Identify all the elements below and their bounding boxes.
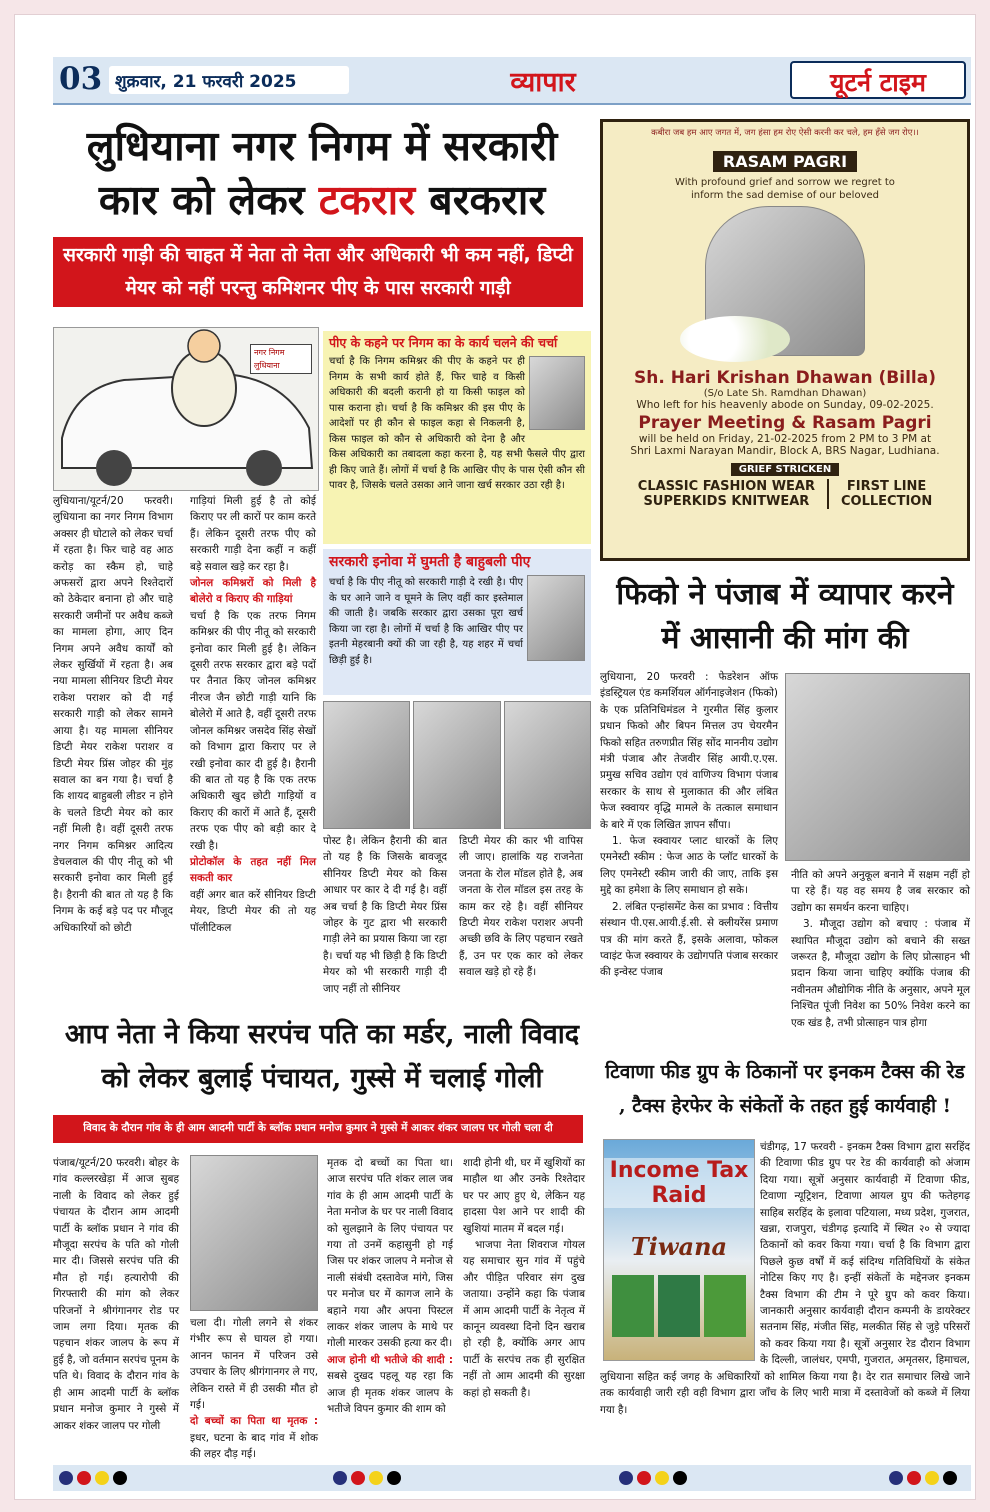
newspaper-page [14,14,976,1500]
fico-meeting-photo [785,673,970,861]
meeting-time: will be held on Friday, 21-02-2025 from 2 PM to 3 PM at [638,433,932,445]
cartoon-tag: नगर निगम लुधियाना [250,344,312,374]
obituary-ad [600,119,970,561]
ad-title: RASAM PAGRI [713,151,857,172]
paper-logo: यूटर्न टाइम [790,61,966,99]
neetu-photo [527,575,585,661]
flower-decoration [680,316,790,362]
section-name: व्यापार [510,67,576,98]
raid-label-1: Income Tax [604,1158,754,1183]
portrait-area [660,206,910,366]
story3-column-2: चला दी। गोली लगने से शंकर गंभीर रूप से घायल हो गया। आनन फानन में परिजन उसे उपचार के लिए श्रीगंगानगर ले गए, लेकिन रास्ते में ही उसकी मौत हो गई। दो बच्चों का पिता था मृतक : इधर, घटना के बाद गांव में शोक की लहर दौड़ गई। [190,1317,318,1461]
box1-title: पीए के कहने पर निगम का के कार्य चलने की चर्चा [329,335,558,350]
issue-date: शुक्रवार, 21 फरवरी 2025 [109,66,349,94]
story1-column-1: लुधियाना/यूटर्न/20 फरवरी। लुधियाना का नगर निगम विभाग अक्सर ही घोटाले को लेकर चर्चा में रहता है। फिर चाहे वह आठ करोड़ का स्कैम हो, चाहे अफसरों द्वारा अपने रिश्तेदारों को ठेकेदार बनाना हो और चाहे सरकारी जमीनों पर अवैध कब्जे का मामला होगा, आए दिन निगम अपने अवैध कार्यों को लेकर सुर्खियों में रहता है। अब नया मामला सीनियर डिप्टी मेयर राकेश पराशर को दी गई सरकारी गाड़ी को लेकर सामने आया है। यह मामला सीनियर डिप्टी मेयर राकेश पराशर व डिप्टी मेयर प्रिंस जोहर की मुंह सवाल का बन गया है। चर्चा है कि शायद बाहुबली लीडर न होने के चलते डिप्टी मेयर को कार नहीं मिली है। वहीं दूसरी तरफ नगर निगम कमिश्नर आदित्य डेचलवाल की पीए नीतू को भी सरकारी इनोवा कार मिली हुई है। हैरानी की बात तो यह है कि निगम के कई बड़े पद पर मौजूद अधिकारियों को छोटी [53,495,173,934]
registration-dots-1 [59,1471,127,1485]
raid-label-2: Raid [604,1183,754,1208]
person-photo-2 [413,701,500,829]
story2-column-1: लुधियाना, 20 फरवरी : फेडरेशन ऑफ इंडस्ट्रियल एंड कमर्शियल ऑर्गनाइजेशन (फिको) के एक प्रतिनिधिमंडल ने गुरमीत सिंह कुलार प्रधान फिको और बिपन मित्तल उप चेयरमैन फिको सहित तरुणप्रीत सिंह सोंद माननीय उद्योग मंत्री पंजाब और तेजवीर सिंह आयी.ए.एस. प्रमुख सचिव उद्योग एवं वाणिज्य विभाग पंजाब सरकार के साथ से मुलाकात की और लंबित फेज स्क्वायर वृद्धि मामले के तत्काल समाधान के बारे में एक लिखित ज्ञापन सौंपा। 1. फेज स्क्वायर प्लाट धारकों के लिए एमनेस्टी स्कीम : फेज आठ के प्लॉट धारकों के लिए एमनेस्टी स्कीम जारी की जाए, ताकि इस मुद्दे का हमेशा के लिए समाधान हो सके। 2. लंबित एन्हांसमेंट केस का प्रभाव : वित्तीय संस्थान पी.एस.आयी.ई.सी. से क्लीयरेंस प्रमाण पत्र की मांग करते हैं, इसके अलावा, फोकल प्वाइंट फेज स्क्वायर के उद्योगपति पंजाब सरकार की इन्वेस्ट पंजाब [600,671,778,979]
sidebar-box-pa: पीए के कहने पर निगम का के कार्य चलने की चर्चा चर्चा है कि निगम कमिश्नर की पीए के कहने पर ही निगम के सभी कार्य होते हैं, फिर चाहे व किसी अधिकारी की बदली करानी हो या किसी फाइल को पास कराना हो। चर्चा है कि कमिश्नर की इस पीए के आदेशों पर ही कौन से फाइल कहा से निकलनी है, किस फाइल को कौन से अधिकारी को देना है और किस अधिकारी का तबादला कहा करना है, यह सभी फैसले पीए द्वारा ही किए जाते हैं। लोगों में चर्चा है कि आखिर पीए के पास ऐसी कौन सी पावर है, जिसके चलते उसका आने जाना खर्च सरकार उठा रही है। [323,331,591,544]
person-photo-3 [504,701,591,829]
demise-date: Who left for his heavenly abode on Sunday, 09-02-2025. [636,399,934,411]
accused-photo [190,1155,318,1311]
story3-strap: विवाद के दौरान गांव के ही आम आदमी पार्टी के ब्लॉक प्रधान मनोज कुमार ने गुस्से में आकर शंकर जालप पर गोली चला दी [53,1115,583,1143]
subheading-zonal: जोनल कमिश्नरों को मिली है बोलेरो व किराए की गाड़ियां [190,577,316,606]
story1-strap: सरकारी गाड़ी की चाहत में नेता तो नेता और अधिकारी भी कम नहीं, डिप्टी मेयर को नहीं परन्तु कमिशनर पीए के पास सरकारी गाड़ी [53,237,583,307]
grief-label: GRIEF STRICKEN [731,463,840,476]
story3-headline: आप नेता ने किया सरपंच पति का मर्डर, नाली विवाद को लेकर बुलाई पंचायत, गुस्से में चलाई गोली [64,1019,580,1094]
pa-photo [529,356,585,430]
story1-headline: लुधियाना नगर निगम में सरकारी कार को लेकर टकरार बरकरार [86,122,558,224]
story2-column-2: नीति को अपने अनुकूल बनाने में सक्षम नहीं हो पा रहे हैं। यह वह समय है जब सरकार को उद्योग का समर्थन करना चाहिए। 3. मौजूदा उद्योग को बचाए : पंजाब में स्थापित मौजूदा उद्योग को बचाने की सख्त जरूरत है, मौजूदा उद्योग के लिए प्रोत्साहन भी प्रदान किया जाना चाहिए क्योंकि पंजाब की नवीनतम औद्योगिक नीति के अनुसार, अपने मूल निश्चित पूंजी निवेश का 50% निवेश करने का एक खंड है, तभी प्रोत्साहन पात्र होगा [791,869,970,1029]
story3-column-1: पंजाब/यूटर्न/20 फरवरी। बोहर के गांव कल्लरखेड़ा में आज सुबह नाली के विवाद को लेकर हुई पंचायत के दौरान आम आदमी पार्टी के ब्लॉक प्रधान ने गांव की मौजूदा सरपंच के पति को गोली मार दी। जिससे सरपंच पति की मौत हो गई। हत्यारोपी की गिरफ्तारी की मांग को लेकर परिजनों ने श्रीगंगानगर रोड पर जाम लगा दिया। मृतक की पहचान शंकर जालप के रूप में हुई है, जो वर्तमान सरपंच पूनम के पति थे। विवाद के दौरान गांव के ही आम आदमी पार्टी के ब्लॉक प्रधान मनोज कुमार ने गुस्से में आकर शंकर जालप पर गोली [53,1157,179,1432]
box2-title: सरकारी इनोवा में घुमती है बाहुबली पीए [329,554,531,570]
meeting-venue: Shri Laxmi Narayan Mandir, Block A, BRS Nagar, Ludhiana. [630,445,940,457]
story4-headline: टिवाणा फीड ग्रुप के ठिकानों पर इनकम टैक्स की रेड , टैक्स हेरफेर के संकेतों के तहत हुई कार्यवाही ! [605,1061,965,1117]
story3-column-4: शादी होनी थी, घर में खुशियों का माहौल था और उनके रिश्तेदार घर पर आए हुए थे, लेकिन यह हादसा पेश आने पर शादी की खुशियां मातम में बदल गई। भाजपा नेता शिवराज गोयल यह समाचार सुन गांव में पहुंचे और पीड़ित परिवार संग दुख जताया। उन्होंने कहा कि पंजाब में आम आदमी पार्टी के नेतृत्व में कानून व्यवस्था दिनो दिन खराब हो रही है, क्योंकि अगर आप पार्टी के सरपंच तक ही सुरक्षित नहीं तो आम आदमी की सुरक्षा कहां हो सकती है। [463,1157,585,1399]
story2-headline: फिको ने पंजाब में व्यापार करने में आसानी की मांग की [616,577,954,656]
ad-intro: With profound grief and sorrow we regret to inform the sad demise of our beloved [675,177,895,201]
masthead [53,57,971,105]
subheading-father: दो बच्चों का पिता था मृतक : [190,1415,318,1428]
ad-quote: कबीरा जब हम आए जगत में, जग हंसा हम रोए ऐसी करनी कर चले, हम हँसे जग रोए।। [651,128,919,138]
registration-dots-4 [889,1471,957,1485]
story3-column-3: मृतक दो बच्चों का पिता था। आज सरपंच पति शंकर लाल जब गांव के ही आम आदमी पार्टी के नेता मनोज के घर पर नाली विवाद को सुलझाने के लिए पंचायत पर गया तो उनमें कहासुनी हो गई जिस पर शंकर जालप ने मनोज से नाली संबंधी दस्तावेज मांगे, जिस पर मनोज घर में कागज लाने के बहाने गया और अपना पिस्टल लाकर शंकर जालप के माथे पर गोली मारकर उसकी हत्या कर दी। आज होनी थी भतीजे की शादी : सबसे दुखद पहलू यह रहा कि आज ही मृतक शंकर जालप के भतीजे विपन कुमार की शाम को [327,1157,453,1416]
deceased-name: Sh. Hari Krishan Dhawan (Billa) [634,368,936,388]
subheading-protocol: प्रोटोकॉल के तहत नहीं मिल सकती कार [190,855,316,885]
page-number: 03 [59,61,103,97]
meeting-title: Prayer Meeting & Rasam Pagri [638,413,932,433]
registration-dots-2 [333,1471,401,1485]
cartoon-image [53,327,319,491]
story1-column-4: डिप्टी मेयर की कार भी वापिस ली जाए। हालांकि यह राजनेता जनता के रोल मॉडल होते है, अब जनता के रोल मॉडल इस तरह के काम कर रहे है। वहीं सीनियर डिप्टी मेयर राकेश पराशर अपनी अच्छी छवि के लिए पहचान रखते हैं, उन पर एक कार को लेकर सवाल खड़े हो रहे हैं। [459,835,583,979]
sidebar-box-innova: सरकारी इनोवा में घुमती है बाहुबली पीए चर्चा है कि पीए नीतू को सरकारी गाड़ी दे रखी है। पीए के घर आने जाने व घूमने के लिए वहीं कार इस्तेमाल की जाती है। जबकि सरकार द्वारा उसका पूरा खर्च किया जा रहा है। लोगों में चर्चा है कि आखिर पीए पर इतनी मेहरबानी क्यों की जा रही है, यह शहर में चर्चा छिड़ी हुई है। [323,549,591,695]
subheading-wedding: आज होनी थी भतीजे की शादी : [327,1353,453,1366]
story1-column-3: पोस्ट है। लेकिन हैरानी की बात तो यह है कि जिसके बावजूद सीनियर डिप्टी मेयर को किस आधार पर कार दे दी गई है। वहीं अब चर्चा है कि डिप्टी मेयर प्रिंस जोहर के गुट द्वारा भी सरकारी गाड़ी लेने का प्रयास किया जा रहा है। चर्चा यह भी छिड़ी है कि डिप्टी मेयर को भी सरकारी गाड़ी दी जाए नहीं तो सीनियर [323,835,447,995]
story1-column-2: गाड़ियां मिली हुई है तो कोई किराए पर ली कारों पर काम करते हैं। लेकिन दूसरी तरफ पीए को सरकारी गाड़ी देना कहीं न कहीं बड़े सवाल खड़े कर रहा है। जोनल कमिश्नरों को मिली है बोलेरो व किराए की गाड़ियां चर्चा है कि एक तरफ निगम कमिश्नर की पीए नीतू को सरकारी इनोवा कार मिली हुई है। लेकिन दूसरी तरफ सरकार द्वारा बड़े पदों पर तैनात किए जोनल कमिश्नर नीरज जैन छोटी गाड़ी यानि कि बोलेरो में आते है, वहीं दूसरी तरफ जोनल कमिश्नर जसदेव सिंह सेखों को विभाग द्वारा किराए पर ले रखी इनोवा कार दी हुई है। हैरानी की बात तो यह है कि एक तरफ अधिकारी खुद छोटी गाड़ियों व किराए की कारों में आते हैं, दूसरी तरफ एक पीए को बड़ी कार दे रखी है। प्रोटोकॉल के तहत नहीं मिल सकती कार वहीं अगर बात करें सीनियर डिप्टी मेयर, डिप्टी मेयर की तो यह पॉलीटिकल [190,495,316,934]
person-photo-1 [323,701,410,829]
footer-bar [53,1465,971,1491]
story4-body: चंडीगढ़, 17 फरवरी - इनकम टैक्स विभाग द्वारा सरहिंद की टिवाणा फीड ग्रुप पर रेड की कार्यवाही को अंजाम दिया गया। सूत्रों अनुसार कार्यवाही में टिवाणा फीड, टिवाणा न्यूट्रिशन, टिवाणा आयल ग्रुप की फतेहगढ़ साहिब सरहिंद के इलावा पटियाला, मध्य प्रदेश, गुजरात, खन्ना, राजपुरा, चंडीगढ़ इत्यादि में स्थित २० से ज्यादा ठिकानों को कवर किया गया। चर्चा है कि विभाग द्वारा पिछले कुछ वर्षों में कई संदिग्ध गतिविधियों के संकेत नोटिस किए गए है। इन्हीं संकेतों के मद्देनजर इनकम टैक्स विभाग की टीम ने पूरे ग्रुप को कवर किया। जानकारी अनुसार कार्यवाही दौरान कम्पनी के डायरेक्टर सतनाम सिंह, मंजीत सिंह, मलकीत सिंह से जुड़े परिसरों को कवर किया गया है। सूत्रों अनुसार रेड दौरान विभाग के दिल्ली, जालंधर, एमपी, गुजरात, अमृतसर, हिमाचल, लुधियाना सहित कई जगह के अधिकारियों को शामिल किया गया है। देर रात समाचार लिखे जाने तक कार्यवाही जारी रही वही विभाग द्वारा जाँच के लिए भारी मात्रा में दस्तावेजों को कब्जे में लिया गया है। [600,1141,970,1416]
registration-dots-3 [619,1471,687,1485]
tiwana-brand: Tiwana [630,1232,728,1261]
deceased-relation: (S/o Late Sh. Ramdhan Dhawan) [703,388,867,399]
story1-photo-strip [323,701,591,829]
ad-firms: CLASSIC FASHION WEAR SUPERKIDS KNITWEAR FIRST LINE COLLECTION [603,479,967,509]
